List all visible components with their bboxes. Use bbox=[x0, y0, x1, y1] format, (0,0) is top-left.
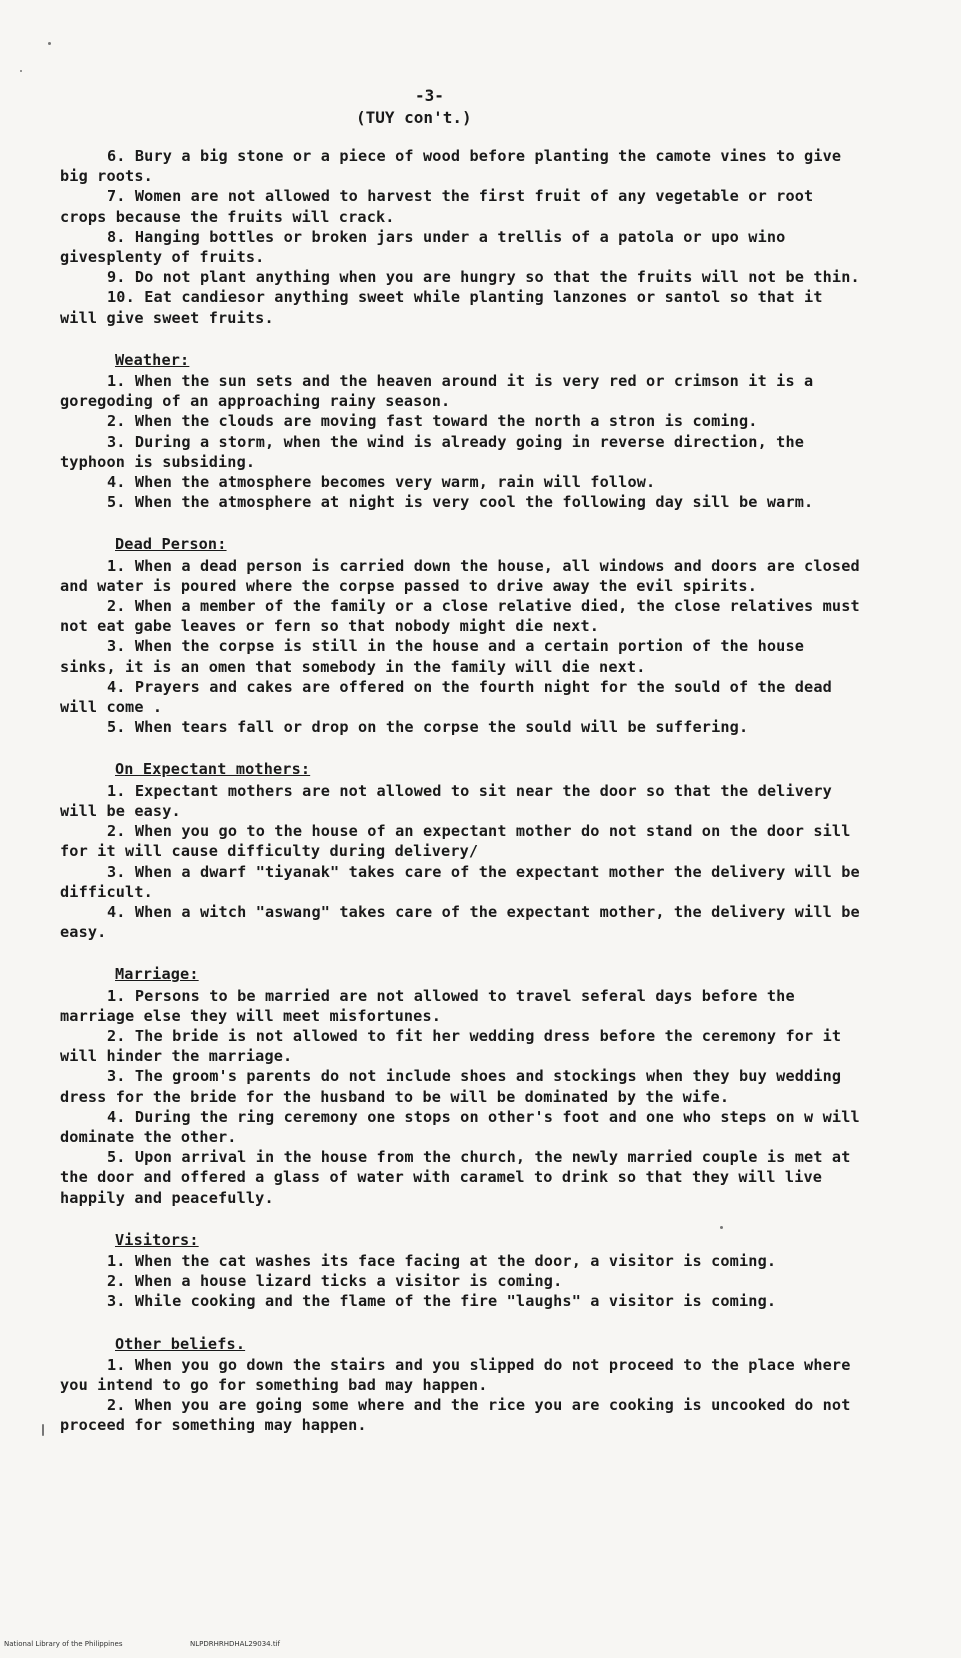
footer-file-name: NLPDRHRHDHAL29034.tif bbox=[190, 1640, 280, 1648]
item-number: 3. bbox=[107, 1067, 126, 1086]
item-text: When you are going some where and the rice you are cooking is uncooked do not proceed for something may happen. bbox=[60, 1396, 851, 1435]
list-item bbox=[60, 146, 860, 186]
item-number: 8. bbox=[107, 227, 126, 246]
section bbox=[60, 1230, 860, 1312]
item-text: When a witch "aswang" takes care of the expectant mother, the delivery will be easy. bbox=[60, 902, 860, 942]
scan-speck bbox=[20, 70, 22, 72]
item-text: Hanging bottles or broken jars under a trellis of a patola or upo wino givesplenty of fruits. bbox=[60, 227, 786, 267]
section bbox=[60, 964, 860, 1207]
item-text: When tears fall or drop on the corpse the sould will be suffering. bbox=[134, 718, 749, 737]
item-text: When a house lizard ticks a visitor is coming. bbox=[134, 1272, 563, 1291]
list-item bbox=[60, 556, 860, 596]
section-heading: Other beliefs. bbox=[115, 1334, 246, 1353]
list-item bbox=[60, 902, 860, 942]
item-text: Women are not allowed to harvest the first fruit of any vegetable or root crops because the fruits will crack. bbox=[60, 187, 814, 226]
list-item bbox=[60, 986, 860, 1026]
section bbox=[60, 534, 860, 737]
item-text: When the cat washes its face facing at the door, a visitor is coming. bbox=[134, 1251, 777, 1270]
item-number: 2. bbox=[107, 597, 126, 616]
list-item bbox=[60, 677, 860, 717]
item-number: 6. bbox=[107, 147, 126, 165]
item-text: When a dwarf "tiyanak" takes care of the expectant mother the delivery will be difficult. bbox=[60, 862, 860, 901]
item-number: 5. bbox=[107, 1148, 126, 1167]
list-item bbox=[60, 781, 860, 821]
list-item bbox=[60, 862, 860, 902]
scan-speck bbox=[720, 1226, 723, 1229]
item-number: 1. bbox=[107, 781, 126, 800]
item-text: Eat candiesor anything sweet while planting lanzones or santol so that it will give sweet fruits. bbox=[60, 288, 823, 327]
section bbox=[60, 759, 860, 942]
item-text: During the ring ceremony one stops on other's foot and one who steps on w will dominate the other. bbox=[60, 1107, 860, 1146]
item-text: Prayers and cakes are offered on the fourth night for the sould of the dead will come . bbox=[60, 677, 832, 717]
list-item bbox=[60, 636, 860, 676]
item-number: 5. bbox=[107, 493, 126, 512]
list-item bbox=[60, 411, 860, 431]
list-item bbox=[60, 227, 860, 267]
document-body bbox=[60, 146, 860, 1436]
section bbox=[60, 1334, 860, 1436]
item-number: 3. bbox=[107, 432, 126, 451]
item-number: 1. bbox=[107, 1251, 126, 1270]
item-number: 3. bbox=[107, 862, 126, 881]
item-number: 7. bbox=[107, 187, 126, 206]
item-text: While cooking and the flame of the fire "laughs" a visitor is coming. bbox=[134, 1292, 777, 1311]
item-text: When a member of the family or a close relative died, the close relatives must not eat gabe leaves or fern so that nobody might die next. bbox=[60, 597, 860, 636]
page-number: -3- bbox=[415, 86, 444, 105]
item-text: When the sun sets and the heaven around it is very red or crimson it is a goregoding of an approaching rainy season. bbox=[60, 372, 814, 411]
item-text: Do not plant anything when you are hungry so that the fruits will not be thin. bbox=[134, 268, 860, 287]
section bbox=[60, 350, 860, 513]
section-heading: On Expectant mothers: bbox=[115, 760, 311, 779]
list-item bbox=[60, 287, 860, 327]
list-item bbox=[60, 717, 860, 737]
list-item bbox=[60, 821, 860, 861]
list-item bbox=[60, 1251, 860, 1271]
item-number: 3. bbox=[107, 1292, 126, 1311]
item-number: 4. bbox=[107, 677, 126, 696]
item-text: During a storm, when the wind is already going in reverse direction, the typhoon is subsiding. bbox=[60, 432, 805, 471]
item-text: When the corpse is still in the house and a certain portion of the house sinks, it is an omen that somebody in the family will die next. bbox=[60, 637, 805, 676]
list-item bbox=[60, 472, 860, 492]
item-number: 2. bbox=[107, 822, 126, 841]
list-item bbox=[60, 1066, 860, 1106]
item-number: 2. bbox=[107, 1026, 126, 1045]
section-heading: Dead Person: bbox=[115, 535, 227, 554]
item-number: 1. bbox=[107, 556, 126, 575]
item-text: When a dead person is carried down the house, all windows and doors are closed and water is poured where the corpse passed to drive away the evil spirits. bbox=[60, 556, 860, 595]
list-item bbox=[60, 1395, 860, 1435]
list-item bbox=[60, 1291, 860, 1311]
footer-library-name: National Library of the Philippines bbox=[4, 1640, 123, 1648]
list-item bbox=[60, 267, 860, 287]
section-heading: Weather: bbox=[115, 350, 190, 369]
page-header: (TUY con't.) bbox=[356, 108, 472, 127]
list-item bbox=[60, 492, 860, 512]
item-text: When you go down the stairs and you slipped do not proceed to the place where you intend to go for something bad may happen. bbox=[60, 1355, 851, 1394]
item-text: Upon arrival in the house from the church, the newly married couple is met at the door and offered a glass of water with caramel to drink so that they will live happily and peacefully. bbox=[60, 1148, 851, 1207]
item-text: The groom's parents do not include shoes and stockings when they buy wedding dress for the bride for the husband to be will be dominated by the wife. bbox=[60, 1067, 842, 1106]
item-text: Bury a big stone or a piece of wood before planting the camote vines to give big roots. bbox=[60, 147, 842, 186]
item-number: 3. bbox=[107, 637, 126, 656]
list-item bbox=[60, 1147, 860, 1208]
item-text: When the atmosphere becomes very warm, rain will follow. bbox=[134, 473, 656, 492]
list-item bbox=[60, 1271, 860, 1291]
item-number: 9. bbox=[107, 268, 126, 287]
item-number: 4. bbox=[107, 473, 126, 492]
item-number: 1. bbox=[107, 986, 126, 1005]
item-text: When you go to the house of an expectant mother do not stand on the door sill for it will cause difficulty during delivery/ bbox=[60, 822, 851, 861]
item-number: 4. bbox=[107, 902, 126, 921]
item-number: 10. bbox=[107, 288, 135, 307]
scan-speck bbox=[48, 42, 51, 45]
section-heading: Visitors: bbox=[115, 1230, 199, 1249]
item-number: 2. bbox=[107, 1396, 126, 1415]
item-number: 4. bbox=[107, 1107, 126, 1126]
item-number: 1. bbox=[107, 1355, 126, 1374]
item-number: 5. bbox=[107, 718, 126, 737]
item-number: 2. bbox=[107, 1272, 126, 1291]
list-item bbox=[60, 432, 860, 472]
list-item bbox=[60, 1026, 860, 1066]
scan-speck bbox=[42, 1424, 44, 1436]
item-text: When the atmosphere at night is very cool the following day sill be warm. bbox=[134, 493, 814, 512]
section bbox=[60, 146, 860, 328]
item-text: The bride is not allowed to fit her wedding dress before the ceremony for it will hinder the marriage. bbox=[60, 1026, 842, 1066]
section-heading: Marriage: bbox=[115, 965, 199, 984]
item-text: When the clouds are moving fast toward the north a stron is coming. bbox=[134, 412, 758, 431]
list-item bbox=[60, 371, 860, 411]
list-item bbox=[60, 1355, 860, 1395]
item-number: 2. bbox=[107, 412, 126, 431]
item-text: Persons to be married are not allowed to travel seferal days before the marriage else they will meet misfortunes. bbox=[60, 986, 795, 1025]
list-item bbox=[60, 1107, 860, 1147]
list-item bbox=[60, 186, 860, 226]
item-number: 1. bbox=[107, 372, 126, 391]
item-text: Expectant mothers are not allowed to sit near the door so that the delivery will be easy. bbox=[60, 781, 832, 820]
list-item bbox=[60, 596, 860, 636]
